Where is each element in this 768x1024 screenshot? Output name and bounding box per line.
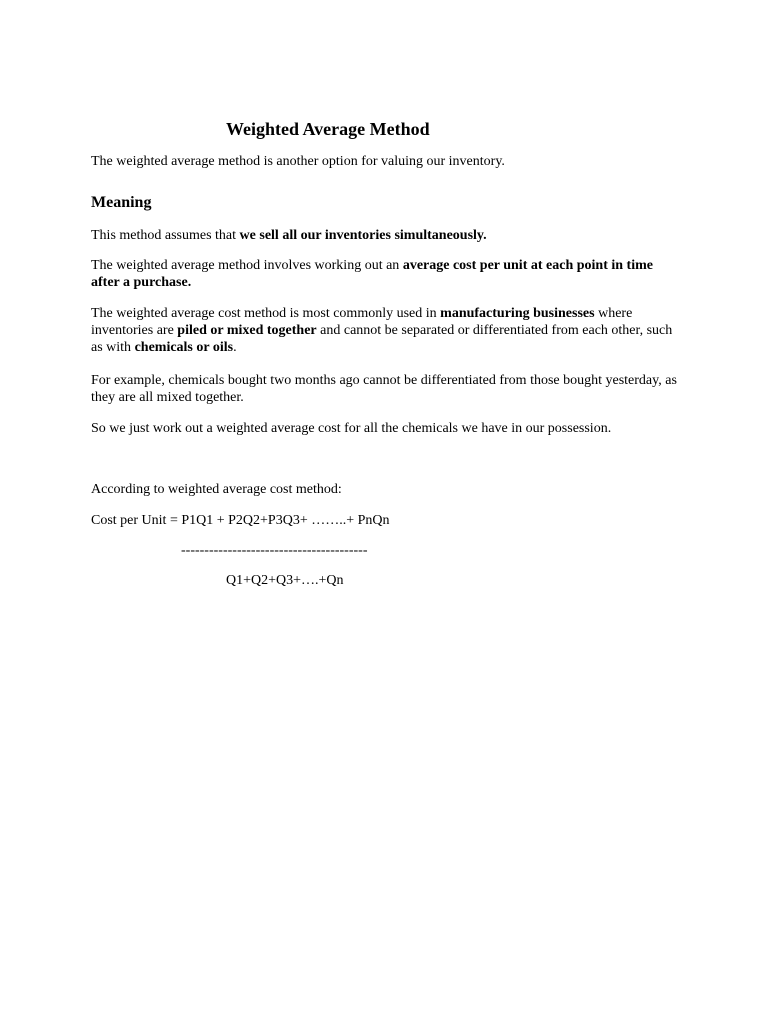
- paragraph-formula-intro: According to weighted average cost method:: [91, 482, 342, 497]
- text-segment: where inventories are: [91, 306, 633, 338]
- text-segment: .: [233, 340, 237, 355]
- bold-segment: chemicals or oils: [134, 340, 234, 355]
- formula-divider: ----------------------------------------: [181, 543, 368, 558]
- bold-segment: we sell all our inventories simultaneously.: [239, 228, 487, 243]
- intro-paragraph: The weighted average method is another option for valuing our inventory.: [91, 154, 505, 169]
- paragraph-average-cost: [91, 257, 681, 291]
- formula-numerator: Cost per Unit = P1Q1 + P2Q2+P3Q3+ ……..+ PnQn: [91, 513, 390, 528]
- paragraph-usage: [91, 305, 681, 356]
- text-segment: This method assumes that: [91, 228, 240, 243]
- text-segment: The weighted average method involves working out an: [91, 258, 403, 273]
- section-heading-meaning: Meaning: [91, 194, 152, 211]
- bold-segment: average cost per unit at each point in time after a purchase.: [91, 258, 653, 290]
- bold-segment: piled or mixed together: [177, 323, 317, 338]
- bold-segment: manufacturing businesses: [440, 306, 595, 321]
- text-segment: The weighted average cost method is most commonly used in: [91, 306, 441, 321]
- document-title: Weighted Average Method: [226, 119, 430, 139]
- paragraph-conclusion: So we just work out a weighted average cost for all the chemicals we have in our possession.: [91, 421, 612, 436]
- text-segment: and cannot be separated or differentiated from each other, such as with: [91, 323, 673, 355]
- paragraph-assumption: [91, 227, 681, 244]
- paragraph-example: For example, chemicals bought two months ago cannot be differentiated from those bought yesterday, as they are all mixed together.: [91, 373, 677, 405]
- formula-denominator: Q1+Q2+Q3+….+Qn: [226, 573, 344, 588]
